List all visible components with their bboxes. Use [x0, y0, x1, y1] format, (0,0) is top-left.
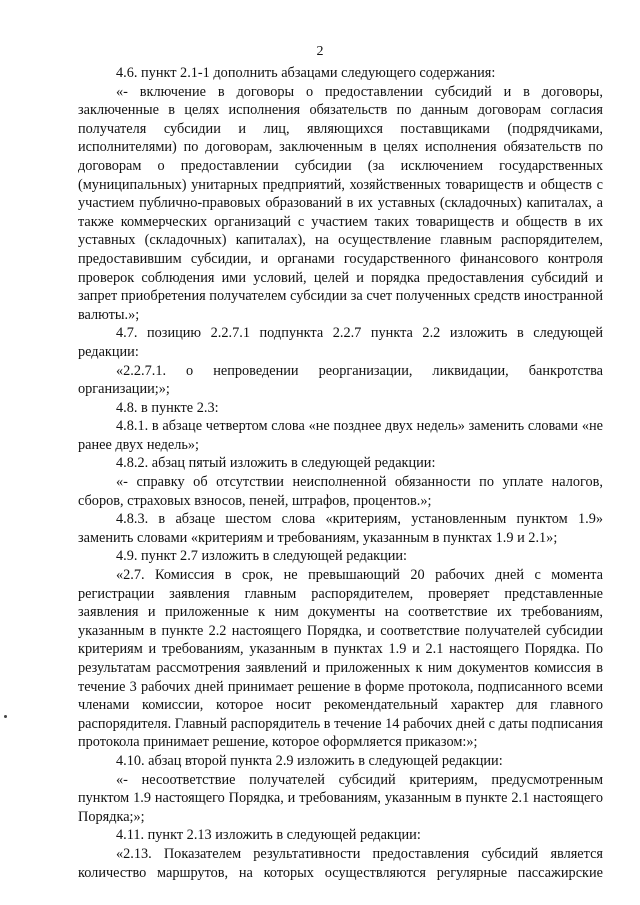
paragraph-4-8-1: 4.8.1. в абзаце четвертом слова «не позднее двух недель» заменить словами «не ранее двух недель»; [78, 418, 603, 453]
paragraph-4-9: 4.9. пункт 2.7 изложить в следующей редакции: [116, 548, 408, 565]
paragraph-4-8: 4.8. в пункте 2.3: [116, 399, 219, 416]
paragraph-4-11: 4.11. пункт 2.13 изложить в следующей редакции: [116, 827, 421, 844]
paragraph-4-10: 4.10. абзац второй пункта 2.9 изложить в следующей редакции: [116, 752, 503, 769]
paragraph-4-8-3: 4.8.3. в абзаце шестом слова «критериям, установленным пунктом 1.9» заменить словами «критериям и требованиям, указанным в пунктах 1.9 и 2.1»; [78, 511, 603, 546]
paragraph-4-8-2-text: «- справку об отсутствии неисполненной обязанности по уплате налогов, сборов, страховых взносов, пеней, штрафов, процентов.»; [78, 474, 603, 509]
document-body [78, 64, 603, 882]
paragraph-4-7: 4.7. позицию 2.2.7.1 подпункта 2.2.7 пункта 2.2 изложить в следующей редакции: [78, 325, 603, 360]
paragraph-4-9-text: «2.7. Комиссия в срок, не превышающий 20 рабочих дней с момента регистрации заявления главным распорядителем, проверяет представленные заявления и приложенные к ним документы на соответствие их требованиям, указанным в пункте 2.2 настоящего Порядка, и соответствие получателей субсидии критериям и требованиям, указанным в пунктах 1.9 и 2.1 настоящего Порядка. По результатам рассмотрения заявлений и приложенных к ним документов комиссия в течение 3 рабочих дней принимает решение в форме протокола, подписанного всеми членами комиссии, которое носит рекомендательный характер для главного распорядителя. Главный распорядитель в течение 14 рабочих дней с даты подписания протокола принимает решение, которое оформляется приказом:»; [78, 567, 603, 751]
paragraph-4-6-text: «- включение в договоры о предоставлении субсидий и в договоры, заключенные в целях исполнения обязательств по данным договорам согласия получателя субсидии и лиц, являющихся поставщиками (подрядчиками, исполнителями) по договорам, заключенным в целях исполнения обязательств по договорам о предоставлении субсидии (за исключением государственных (муниципальных) унитарных предприятий, хозяйственных товариществ и обществ с участием публично-правовых образований в их уставных (складочных) капиталах, а также коммерческих организаций с участием таких товариществ и обществ в их уставных (складочных) капиталах), на осуществление главным распорядителем, предоставившим субсидии, и органами государственного финансового контроля проверок соблюдения ими условий, целей и порядка предоставления субсидий и запрет приобретения получателем субсидии за счет полученных средств иностранной валюты.»; [78, 83, 603, 323]
paragraph-4-7-text: «2.2.7.1. о непроведении реорганизации, ликвидации, банкротства организации;»; [78, 362, 603, 398]
paragraph-4-8-2: 4.8.2. абзац пятый изложить в следующей редакции: [116, 455, 436, 472]
page-number: 2 [316, 44, 324, 59]
scan-mark [4, 715, 7, 718]
paragraph-4-10-text: «- несоответствие получателей субсидий критериям, предусмотренным пунктом 1.9 настоящего Порядка, и требованиям, указанным в пункте 2.1 настоящего Порядка;»; [78, 771, 603, 825]
paragraph-4-6: 4.6. пункт 2.1-1 дополнить абзацами следующего содержания: [116, 65, 496, 81]
paragraph-4-11-text: «2.13. Показателем результативности предоставления субсидий является количество маршрутов, на которых осуществляются регулярные пассажирские [78, 845, 603, 881]
